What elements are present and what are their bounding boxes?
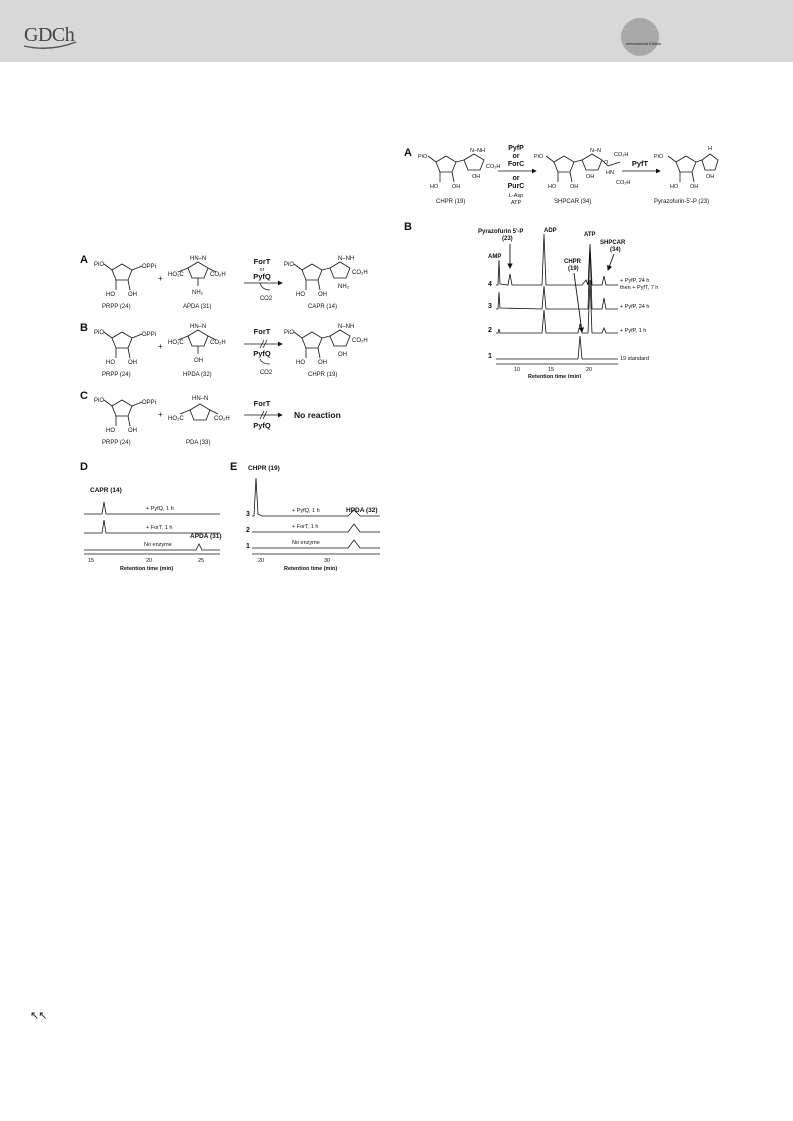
capr-label: CAPR (14) (308, 304, 338, 310)
b-tick-15: 15 (548, 367, 555, 373)
e-tick-20: 20 (258, 558, 265, 564)
edition-label: International Edition (626, 41, 662, 46)
d-x-label: Retention time (min) (120, 566, 174, 572)
b-tick-20: 20 (586, 367, 593, 373)
back-navigation-icon[interactable]: ↖↖ (30, 1010, 47, 1022)
trace-b-1 (496, 336, 618, 359)
trace-e-1-num: 1 (246, 543, 250, 550)
svg-text:HN–N: HN–N (190, 256, 207, 262)
svg-text:CO₂H: CO₂H (616, 180, 631, 186)
svg-text:N–NH: N–NH (470, 148, 485, 154)
svg-text:OH: OH (128, 360, 137, 366)
trace-e-1-label: No enzyme (292, 540, 320, 546)
prpp-label-a: PRPP (24) (102, 304, 131, 310)
svg-text:HO: HO (548, 184, 557, 190)
svg-text:CO₂H: CO₂H (214, 416, 230, 422)
enzyme2-label: PyfT (631, 159, 649, 168)
apda-label: APDA (31) (183, 304, 212, 310)
svg-text:HO: HO (296, 292, 305, 298)
panel-b-label: B (80, 322, 88, 334)
pyrazofurin-label-right: Pyrazofurin-5'-P (23) (654, 199, 710, 205)
shpcar-label-right: SHPCAR (34) (554, 199, 592, 205)
trace-e-2-num: 2 (246, 527, 250, 534)
journal-header (0, 0, 793, 62)
capr-peak-label: CAPR (14) (90, 487, 122, 494)
svg-text:HO₂C: HO₂C (168, 416, 184, 422)
right-panel-a-label: A (404, 147, 412, 159)
trace-e-3-label: + PyfQ, 1 h (292, 508, 320, 514)
svg-text:OH: OH (472, 174, 481, 180)
svg-text:OH: OH (706, 174, 715, 180)
svg-text:+: + (158, 342, 163, 351)
svg-text:HO: HO (430, 184, 439, 190)
svg-text:OH: OH (318, 360, 327, 366)
right-panel-b-label: B (404, 221, 412, 233)
svg-text:OH: OH (570, 184, 579, 190)
enzyme-fort-b: ForT (253, 327, 271, 336)
chpr-label-b: CHPR (19) (308, 372, 338, 378)
svg-text:OH: OH (690, 184, 699, 190)
enzyme-pyfq-a2: PyfQ (253, 272, 271, 281)
enzyme-or-a: or (259, 267, 265, 273)
svg-text:OH: OH (128, 428, 137, 434)
svg-text:HN: HN (606, 170, 614, 176)
svg-text:PiO: PiO (654, 154, 664, 160)
svg-text:PiO: PiO (94, 262, 105, 268)
svg-text:H: H (708, 146, 712, 152)
svg-text:N–NH: N–NH (338, 324, 355, 330)
svg-text:CO₂H: CO₂H (352, 338, 368, 344)
enzyme-fort-a: ForT (253, 257, 271, 266)
chpr-label-right: CHPR (19) (436, 199, 466, 205)
enzyme1-line1: PyfP (508, 145, 524, 152)
trace-d-pyfq-label: + PyfQ, 1 h (146, 506, 174, 512)
enzyme1-line4: or (512, 175, 520, 182)
trace-e-2-label: + ForT, 1 h (292, 524, 319, 530)
svg-text:HO: HO (670, 184, 679, 190)
svg-text:HO: HO (106, 292, 115, 298)
trace-b-4-label2: then + PyfT, 7 h (620, 285, 659, 291)
svg-text:HO₂C: HO₂C (168, 340, 184, 346)
chpr-peak-label: CHPR (19) (248, 465, 280, 472)
svg-text:PiO: PiO (284, 262, 295, 268)
trace-e-3-num: 3 (246, 511, 250, 518)
chpr-peak-line2: (19) (568, 266, 579, 272)
hpda-peak-label: HPDA (32) (346, 507, 378, 514)
right-figure (404, 140, 724, 378)
prpp-structure-a (104, 264, 142, 290)
trace-d-none-label: No enzyme (144, 542, 172, 548)
svg-text:OPPi: OPPi (142, 264, 157, 270)
trace-b-2 (496, 280, 618, 333)
enzyme-pyfq-b: PyfQ (253, 349, 271, 358)
prpp-label-c: PRPP (24) (102, 440, 131, 446)
enzyme1-line5: PurC (507, 183, 525, 190)
svg-text:CO₂H: CO₂H (352, 270, 368, 276)
enzyme1-line2: or (512, 153, 520, 160)
e-x-label: Retention time (min) (284, 566, 338, 572)
enzyme-fort-c: ForT (253, 399, 271, 408)
svg-text:OH: OH (318, 292, 327, 298)
svg-text:OH: OH (194, 358, 203, 364)
d-tick-20: 20 (146, 558, 153, 564)
svg-text:PiO: PiO (94, 398, 105, 404)
co2-b: CO2 (259, 370, 273, 376)
chpr-peak-line1: CHPR (564, 259, 582, 265)
edition-badge-icon (621, 18, 662, 56)
enzyme1-line3: ForC (507, 161, 525, 168)
svg-text:HO: HO (106, 360, 115, 366)
no-reaction-label: No reaction (294, 410, 341, 420)
co2-a: CO2 (259, 296, 273, 302)
shpcar-peak-line1: SHPCAR (600, 240, 626, 246)
svg-text:CO₂H: CO₂H (210, 272, 226, 278)
d-tick-25: 25 (198, 558, 205, 564)
svg-text:HO₂C: HO₂C (168, 272, 184, 278)
pyrazofurin-peak-line1: Pyrazofurin 5'-P (478, 229, 524, 235)
adp-peak-label: ADP (544, 228, 557, 234)
svg-text:NH₂: NH₂ (192, 290, 203, 296)
panel-d-label: D (80, 461, 88, 473)
trace-b-3-num: 3 (488, 303, 492, 310)
amp-peak-label: AMP (488, 254, 502, 260)
prpp-label-b: PRPP (24) (102, 372, 131, 378)
shpcar-peak-line2: (34) (610, 247, 621, 253)
trace-b-4-num: 4 (488, 281, 492, 288)
d-tick-15: 15 (88, 558, 95, 564)
svg-text:N–NH: N–NH (338, 256, 355, 262)
svg-text:O: O (604, 160, 609, 166)
svg-text:HN–N: HN–N (192, 396, 209, 402)
svg-text:PiO: PiO (418, 154, 428, 160)
svg-text:PiO: PiO (94, 330, 105, 336)
pyrazofurin-peak-line2: (23) (502, 236, 513, 242)
cofactor-asp: L-Asp (508, 193, 524, 199)
b-x-label: Retention time (min) (528, 374, 582, 378)
svg-text:OPPi: OPPi (142, 400, 157, 406)
panel-c-label: C (80, 390, 88, 402)
trace-b-3-label: + PyfP, 24 h (620, 304, 650, 310)
svg-text:+: + (158, 274, 163, 283)
svg-text:CO₂H: CO₂H (486, 164, 501, 170)
panel-a-label: A (80, 254, 88, 266)
trace-b-2-num: 2 (488, 327, 492, 334)
b-tick-10: 10 (514, 367, 521, 373)
svg-text:OH: OH (586, 174, 595, 180)
pda-label: PDA (33) (186, 440, 211, 446)
panel-e-label: E (230, 461, 238, 473)
apda-peak-label: APDA (31) (190, 533, 222, 540)
svg-text:OH: OH (452, 184, 461, 190)
svg-text:+: + (158, 410, 163, 419)
svg-text:PiO: PiO (284, 330, 295, 336)
trace-b-2-label: + PyfP, 1 h (620, 328, 647, 334)
svg-text:CO₂H: CO₂H (210, 340, 226, 346)
svg-text:HO: HO (106, 428, 115, 434)
svg-text:N–N: N–N (590, 148, 602, 154)
hpda-label: HPDA (32) (183, 372, 212, 378)
svg-text:PiO: PiO (534, 154, 544, 160)
e-tick-30: 30 (324, 558, 331, 564)
svg-text:OH: OH (338, 352, 347, 358)
svg-text:CO₂H: CO₂H (614, 152, 629, 158)
cofactor-atp: ATP (510, 200, 522, 206)
logo-swoosh-icon (22, 40, 78, 50)
left-figure (80, 248, 395, 580)
gdch-logo: GDCh (24, 24, 75, 46)
enzyme-pyfq-c: PyfQ (253, 421, 271, 430)
svg-text:HO: HO (296, 360, 305, 366)
trace-b-1-num: 1 (488, 353, 492, 360)
trace-b-1-label: 19 standard (620, 356, 650, 362)
svg-text:NH₂: NH₂ (338, 284, 349, 290)
trace-b-4-label: + PyfP, 24 h (620, 278, 650, 284)
trace-b-3 (496, 248, 618, 309)
atp-peak-label: ATP (584, 232, 596, 238)
svg-text:OH: OH (128, 292, 137, 298)
trace-d-fort-label: + ForT, 1 h (146, 525, 173, 531)
svg-text:OPPi: OPPi (142, 332, 157, 338)
svg-text:HN–N: HN–N (190, 324, 207, 330)
